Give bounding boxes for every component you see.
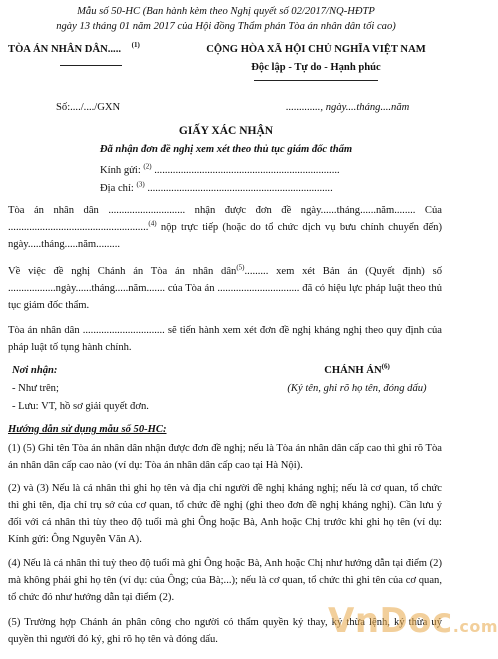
recipient-line: [100, 164, 340, 177]
body-p2-footnote: (5): [236, 263, 245, 272]
signature-title: [262, 364, 452, 377]
body-p2-part-b: ......... xem xét Bản án (Quyết định) số ..................ngày......tháng.....năm....... của Tòa án ............................... đã có hiệu lực pháp luật theo thủ tục giám đốc thẩm.: [8, 266, 442, 311]
guide-item-2: (2) và (3) Nếu là cá nhân thì ghi họ tên và địa chỉ người đề nghị kháng nghị; nếu là cơ quan, tổ chức thì ghi tên, địa chỉ trụ sở của cơ quan, tổ chức đề nghị (ghi theo đơn đề nghị kháng nghị). Cần lưu ý đối với cá nhân thì tùy theo độ tuổi mà ghi Ông hoặc Bà, Anh hoặc Chị trước khi ghi họ tên (ví dụ: Kính gửi: Ông Nguyễn Văn A).: [8, 483, 442, 545]
country-name: CỘNG HÒA XÃ HỘI CHỦ NGHĨA VIỆT NAM: [206, 44, 426, 55]
court-name-footnote: (1): [131, 41, 140, 50]
guide-heading: Hướng dẫn sử dụng mẫu số 50-HC:: [8, 424, 167, 435]
watermark-suffix: .com: [452, 617, 498, 636]
guide-item-4: (5) Trường hợp Chánh án phân công cho người có thẩm quyền ký thay, ký thừa lệnh, ký thừa uỷ quyền thì người đó ký, ghi rõ họ tên và đóng dấu.: [8, 617, 442, 645]
body-p1-footnote: (4): [148, 219, 157, 228]
recipients-item-2: - Lưu: VT, hồ sơ giải quyết đơn.: [12, 401, 149, 412]
body-p1-part-b: nộp trực tiếp (hoặc do tổ chức dịch vụ bưu chính chuyển đến) ngày.....tháng.....năm.........: [8, 222, 442, 250]
body-p2-part-a: Về việc đề nghị Chánh án Tòa án nhân dân: [8, 266, 237, 277]
recipients-label: Nơi nhận:: [12, 365, 58, 376]
vndoc-watermark-logo: [328, 600, 498, 643]
document-title: GIẤY XÁC NHẬN: [178, 125, 274, 137]
motto-underline: [254, 80, 378, 81]
body-paragraph-3: Tòa án nhân dân ............................... sẽ tiến hành xem xét đơn đề nghị kháng nghị theo quy định của pháp luật tố tụng hành chính.: [8, 325, 442, 353]
place-and-date: ............., ngày....tháng....năm: [286, 102, 410, 113]
guide-item-1: (1) (5) Ghi tên Tòa án nhân dân nhận được đơn đề nghị; nếu là Tòa án nhân dân cấp cao thì ghi rõ Tòa án nhân dân cấp cao nào (ví dụ: Tòa án nhân dân cấp cao tại Hà Nội).: [8, 443, 442, 471]
court-name-text: TÒA ÁN NHÂN DÂN.....: [8, 44, 122, 55]
document-number: Số:..../..../GXN: [56, 102, 121, 113]
signature-title-text: CHÁNH ÁN: [324, 365, 382, 376]
court-name: [8, 43, 140, 56]
national-motto: Độc lập - Tự do - Hạnh phúc: [251, 62, 381, 73]
guide-item-3: (4) Nếu là cá nhân thì tuỳ theo độ tuổi mà ghi Ông hoặc Bà, Anh hoặc Chị như hướng dẫn tại điểm (2) mà không phải ghi họ tên (ví dụ: của Ông; của Bà;...); nếu là cơ quan, tổ chức thì ghi tên của cơ quan, tổ chức đó như hướng dẫn tại điểm (2).: [8, 558, 442, 603]
body-paragraph-2: [8, 263, 442, 314]
address-footnote: (3): [136, 180, 145, 189]
signature-footnote: (6): [381, 362, 390, 371]
recipient-dots: ......................................................................: [154, 165, 340, 176]
signature-note: (Ký tên, ghi rõ họ tên, đóng dấu): [287, 383, 427, 394]
body-p1-part-a: Tòa án nhân dân ............................. nhận được đơn đề ngày......tháng......năm........ Của .....................................................: [8, 205, 442, 233]
watermark-text: VnDoc: [328, 601, 453, 641]
recipient-label: Kính gửi:: [100, 165, 141, 176]
form-note-line1: Mẫu số 50-HC (Ban hành kèm theo Nghị quyết số 02/2017/NQ-HĐTP: [77, 6, 375, 17]
document-subtitle: Đã nhận đơn đề nghị xem xét theo thủ tục giám đốc thẩm: [99, 144, 353, 155]
form-note-line2: ngày 13 tháng 01 năm 2017 của Hội đồng Thẩm phán Tòa án nhân dân tối cao): [56, 21, 396, 32]
court-name-underline: [60, 65, 122, 66]
address-dots: ......................................................................: [147, 183, 333, 194]
address-line: [100, 182, 333, 195]
body-paragraph-1: [8, 202, 442, 253]
address-label: Địa chỉ:: [100, 183, 134, 194]
recipients-item-1: - Như trên;: [12, 383, 59, 394]
recipient-footnote: (2): [143, 162, 152, 171]
